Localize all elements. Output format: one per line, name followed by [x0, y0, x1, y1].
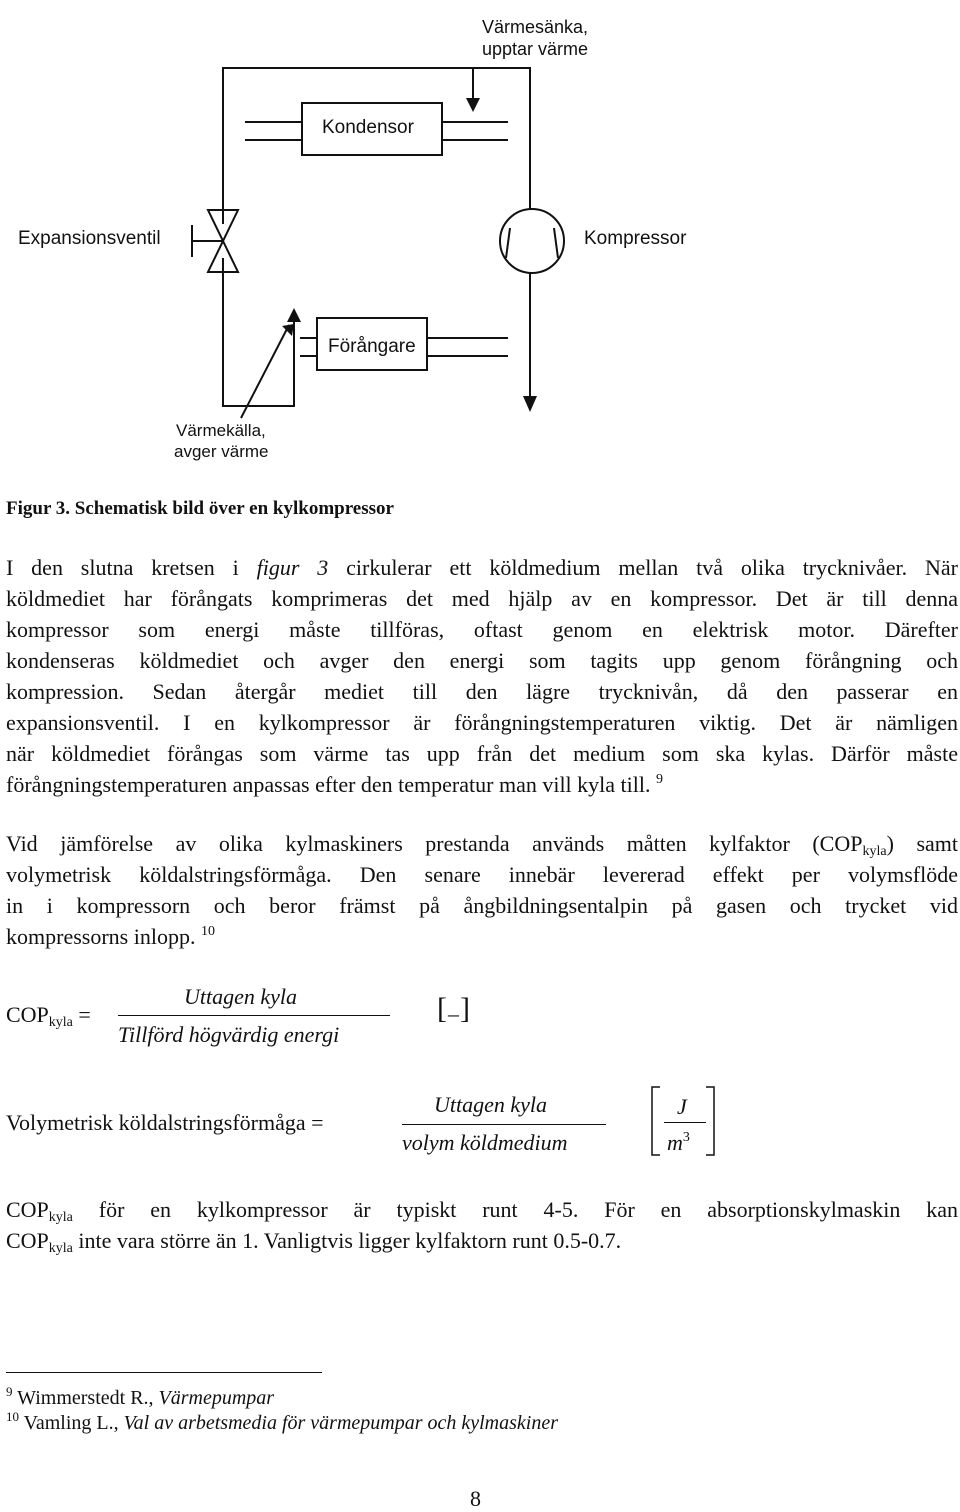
text-line: köldmediet har förångats komprimeras det med hjälp av en kompressor. Det är till denna — [6, 586, 958, 611]
figure-caption: Figur 3. Schematisk bild över en kylkompressor — [6, 498, 394, 519]
unit-numerator: J — [677, 1094, 687, 1119]
fraction-bar — [118, 1015, 390, 1016]
equation-denominator: Tillförd högvärdig energi — [118, 1022, 340, 1047]
equation-denominator: volym köldmedium — [402, 1130, 568, 1155]
compressor-symbol-line — [506, 228, 510, 258]
heat-source-arrow — [241, 325, 289, 418]
text-line: förångningstemperaturen anpassas efter den temperatur man vill kyla till. $^9$ — [6, 772, 663, 797]
text-line: kompressor som energi måste tillföras, oftast genom en elektrisk motor. Därefter — [6, 617, 958, 642]
heat-sink-label-line2: upptar värme — [482, 39, 589, 59]
compressor-symbol-line — [554, 228, 558, 258]
text-line: Vid jämförelse av olika kylmaskiners prestanda används måtten kylfaktor $(COP_{kyla})$ samt — [6, 831, 958, 859]
text-line: kondenseras köldmediet och avger den energi som tagits upp genom förångning och — [6, 648, 958, 673]
expansion-valve-label: Expansionsventil — [18, 228, 161, 249]
footnote-10: $^{10}$ Vamling L., Val av arbetsmedia för värmepumpar och kylmaskiner — [6, 1409, 559, 1434]
equation-numerator: Uttagen kyla — [184, 984, 298, 1009]
arrowhead — [523, 396, 537, 412]
text-line: $COP_{kyla}$ inte vara större än 1. Vanligtvis ligger kylfaktorn runt 0.5-0.7. — [6, 1228, 622, 1256]
arrowhead — [466, 98, 480, 112]
compressor-symbol — [500, 209, 564, 273]
unit-denominator: $m^3$ — [667, 1130, 690, 1155]
paragraph-cycle-description — [6, 552, 958, 800]
equation-numerator: Uttagen kyla — [434, 1092, 548, 1117]
paragraph-typical-cop — [6, 1194, 958, 1256]
equation-lhs: Volymetrisk köldalstringsförmåga = — [6, 1110, 324, 1135]
text-line: I den slutna kretsen i figur 3 cirkulerar ett köldmedium mellan två olika trycknivåer. När — [6, 555, 958, 580]
compressor-label: Kompressor — [584, 228, 687, 249]
text-line: $COP_{kyla}$ för en kylkompressor är typiskt runt 4-5. För en absorptionskylmaskin kan — [6, 1197, 958, 1225]
footnote-reference: 9 — [656, 772, 663, 787]
evaporator-label: Förångare — [328, 336, 416, 357]
unit-bracket-right: ] — [460, 992, 470, 1025]
refrigeration-cycle-diagram — [0, 0, 960, 480]
circuit-pipe — [223, 68, 530, 224]
fraction-bar — [402, 1124, 606, 1125]
text-line: expansionsventil. I en kylkompressor är förångningstemperaturen viktig. Det är nämligen — [6, 710, 958, 735]
paragraph-performance — [6, 828, 958, 952]
text-line: in i kompressorn och beror främst på ångbildningsentalpin på gasen och trycket vid — [6, 893, 958, 918]
page-number: 8 — [470, 1486, 481, 1511]
condenser-label: Kondensor — [322, 117, 414, 138]
heat-source-label-line1: Värmekälla, — [176, 421, 266, 440]
text-line: kompression. Sedan återgår mediet till den lägre trycknivån, då den passerar en — [6, 679, 958, 704]
heat-sink-label-line1: Värmesänka, — [482, 17, 589, 37]
footnote-separator — [6, 1372, 322, 1373]
heat-source-label-line2: avger värme — [174, 442, 269, 461]
unit-fraction-bar — [664, 1122, 706, 1123]
equation-lhs: $COP_{kyla}$ = — [6, 1002, 91, 1030]
text-line: volymetrisk köldalstringsförmåga. Den senare innebär levererad effekt per volymsflöde — [6, 862, 958, 887]
footnote-reference: 10 — [200, 924, 215, 939]
arrowhead — [287, 308, 301, 322]
unit-dimensionless: – — [448, 1001, 459, 1026]
unit-bracket-left: [ — [437, 992, 447, 1025]
text-line: när köldmediet förångas som värme tas upp från det medium som ska kylas. Därför måste — [6, 741, 958, 766]
text-line: kompressorns inlopp. $^{10}$ — [6, 924, 215, 949]
footnote-9: $^9$ Wimmerstedt R., Värmepumpar — [6, 1384, 275, 1409]
figure-reference: figur 3 — [256, 555, 329, 580]
